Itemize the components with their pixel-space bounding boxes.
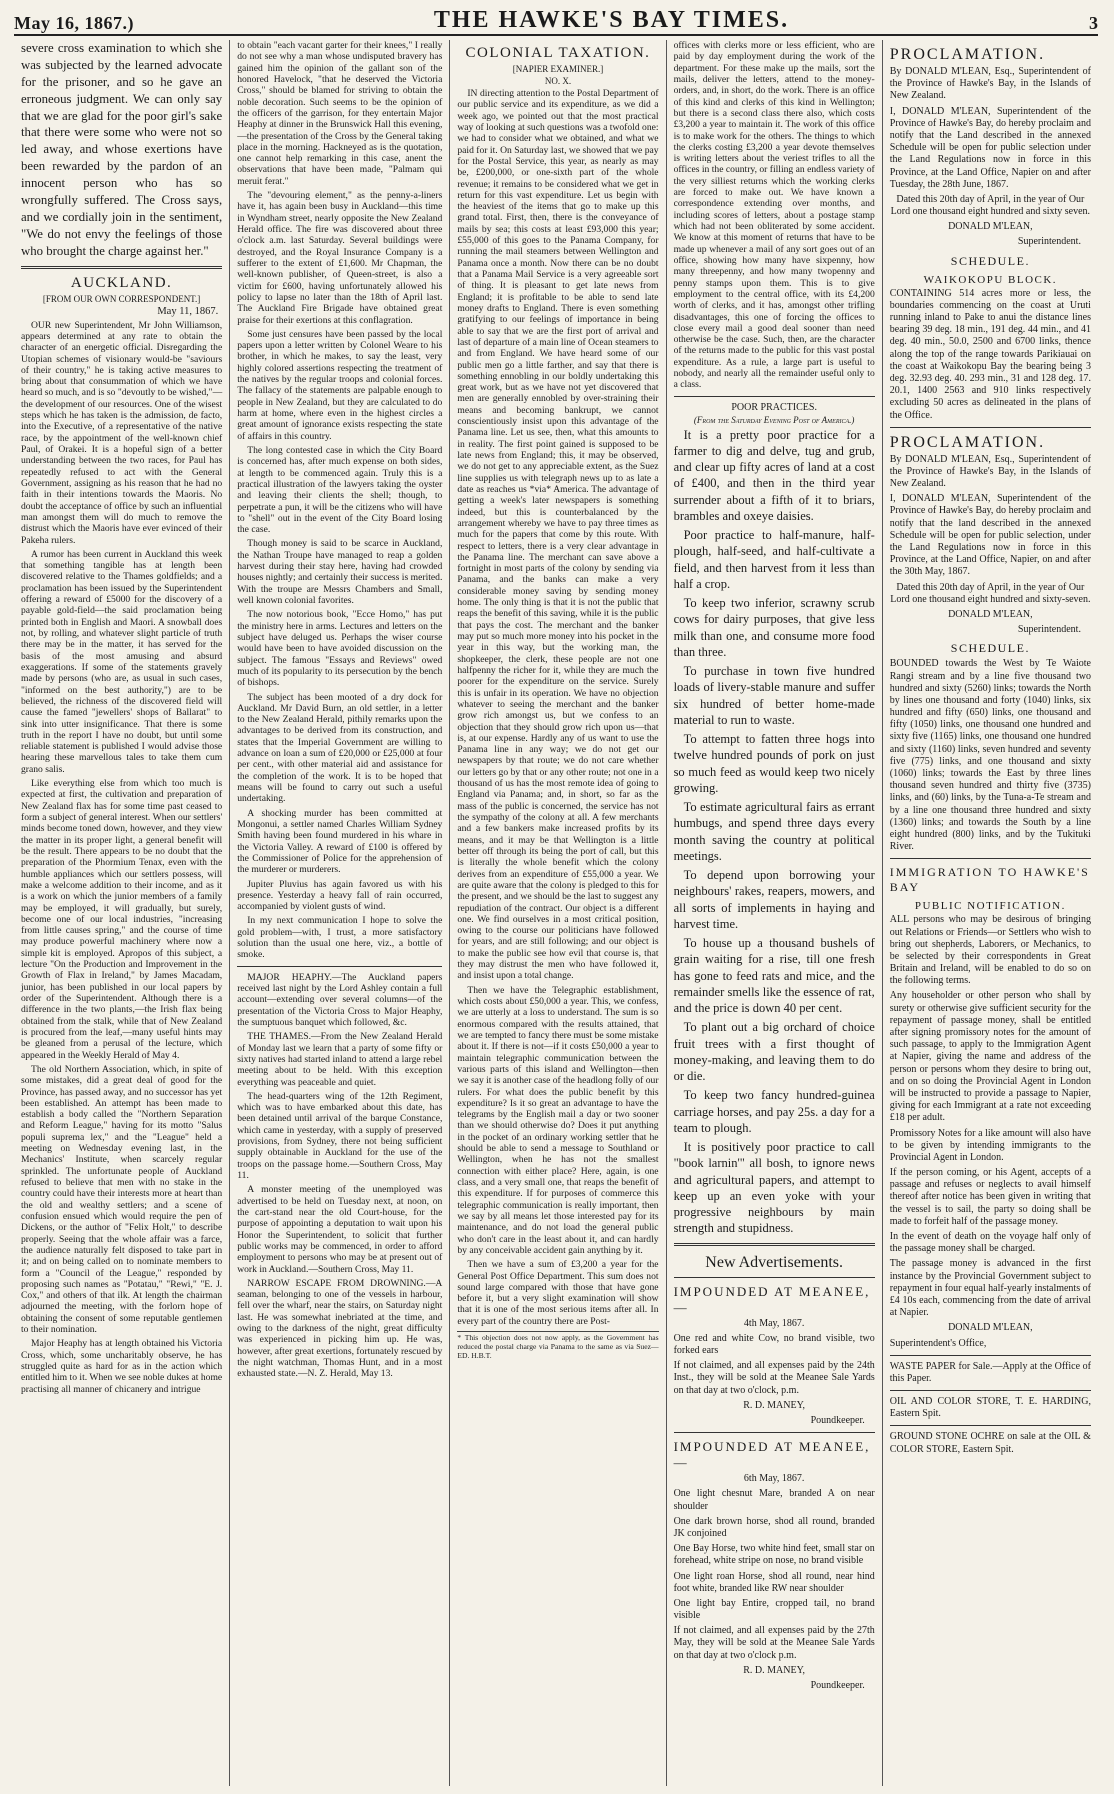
paragraph: Then we have a sum of £3,200 a year for the General Post Office Department. This sum does not sound large compared with those that have gone before it, but a very slight examination will show that it is one of the most serious items after all. In every part of the country there are Post-: [457, 1259, 659, 1327]
paragraph: Then we have the Telegraphic establishment, which costs about £50,000 a year. This, we confess, we are utterly at a loss to understand. The sum is so enormous compared with the results attained, that we are tempted to fancy there must be some mistake about it. If there is not—if it costs £50,000 a year to maintain telegraphic communication between the various parts of this island and Wellington—then we say it is another case of the headlong folly of our rulers. For what does the public benefit by this expenditure? Is it so great an advantage to have the telegrams by the English mail a day or two sooner than we should otherwise do? Does it put anything in the pocket of an ordinary working settler that he should be able to send a message to Southland or Wellington, when he has not the smallest connection with either place? Here, again, is one class, and a very small one, that reaps the benefit of this expenditure. If for purposes of commerce this telegraphic communication is really important, then we say by all means let those interested pay for its maintenance, and do not load the general public who don't care in the least about it, and can hardly by any conceivable accident gain anything by it.: [457, 984, 659, 1256]
divider: [890, 1355, 1091, 1356]
poundkeeper-role: Poundkeeper.: [810, 1415, 865, 1426]
issue-date: May 16, 1867.): [14, 13, 134, 33]
waste-paper-ad: WASTE PAPER for Sale.—Apply at the Office of this Paper.: [889, 1360, 1091, 1384]
impounded-date: 6th May, 1867.: [743, 1473, 805, 1485]
paragraph: to obtain "each vacant garter for their knees," I really do not see why a man whose undisputed bravery has gained him the opinion of the gallant son of the honored Havelock, "that he deserved the Victoria Cross," should be blamed for striving to obtain the noble decoration. Such seems to be the opinion of the officers of the garrison, for they entertain Major Heaphy at dinner in the Brunswick Hall this evening,—the presentation of the Cross by the General taking place in the morning. Hackneyed as is the quotation, one cannot help remarking in this case, anent the observations that have been made, "Palmam qui meruit ferat.": [237, 40, 443, 187]
proclamation-by: By DONALD M'LEAN, Esq., Superintendent of the Province of Hawke's Bay, in the Islands of New Zealand.: [889, 66, 1091, 102]
poundkeeper-role: Poundkeeper.: [810, 1680, 865, 1691]
impounded-heading: IMPOUNDED AT MEANEE,—: [673, 1283, 871, 1315]
proclamation-role: Superintendent.: [1017, 236, 1081, 248]
divider: [890, 427, 1091, 428]
impounded-item: One light roan Horse, shod all round, near hind foot white, branded like RW near shoulder: [673, 1570, 875, 1594]
impounded-terms: If not claimed, and all expenses paid by the 24th Inst., they will be sold at the Meanee Sale Yards on that day at two o'clock, p.m.: [673, 1360, 875, 1396]
impounded-item: One light chesnut Mare, branded A on near shoulder: [673, 1488, 875, 1512]
schedule-text: CONTAINING 514 acres more or less, the boundaries commencing on the coast at Uruti running inland to Pake to anui the distance lines bearing 39 deg. 18 min., 191 deg. 44 min., and 41 deg. 40 min., 50.0, 2500 and 6700 links, thence along the top of the range towards Parikiauai on the coast at Waikokopu Bay the bearing being 3 deg. 32.93 deg. 40. 293 min., 31 and 128 deg. 17. 20.1, 1400 2563 and 910 links respectively excluding 50 acres as delineated in the plans of the Office.: [889, 287, 1091, 421]
oil-color-store-ad: OIL AND COLOR STORE, T. E. HARDING, Eastern Spit.: [889, 1396, 1091, 1420]
paragraph: Major Heaphy has at length obtained his Victoria Cross, which, some uncharitably observe, he has struggled quite as hard for as in the action which entitled him to it. When we see noble dukes at home practising all manner of chicanery and intrigue: [21, 1338, 223, 1395]
footnote: * This objection does not now apply, as the Government has reduced the postal charge via Panama to the same as via Suez—ED. H.B.T.: [457, 1333, 659, 1360]
paragraph: IN directing attention to the Postal Department of our public service and its expenditure, as we did a week ago, we pointed out that the most practical way of looking at such questions was a twofold one: we had to consider what we obtained, and what we paid for it. On Saturday last, we showed that we pay for the Postal Service, this year, as nearly as may be, £200,000, or one-sixth part of the whole revenue; it remains to be considered what we get in return for this vast expenditure. Let us begin with the heaviest of the items that go to make up this grand total. First, then, there is the conveyance of mails by sea; this costs at least £93,000 this year; £55,000 of this goes to the Panama Company, for running the mail steamers between Wellington and Panama once a month. Now there can be no doubt that a Panama Mail Service is a very agreeable sort of thing. It is pleasant to get late news from England; it is profitable to be able to send late money drafts to England. There is even something gratifying to our feelings of importance in being able to say that we are the first port of arrival and last of departure of a main line of Ocean steamers to and from England. We have heard some of our public men go a little farther, and say that there is something ennobling in our boldly undertaking this great work, but as we have not yet discovered that men are generally ennobled by over-straining their means and becoming bankrupt, we cannot conscientiously insist upon this advantage of the Panama line. Let us see, then, what this amounts to in reality. The first point gained is supposed to be late news from England; this, it may be observed, we do not get to any appreciable extent, as the Suez line supplies us with telegraph news up to as late a date as reaches us *via* America. The advantage of getting a week's later newspapers is something indeed, but this is counterbalanced by the arrangement whereby we have to pay three times as much for the papers that come by this route. With respect to letters, there is a very clear advantage in the Panama line. The merchant can save above a fortnight in most parts of the colony by sending via Panama, and the banks can make a very considerable money saving by sending money home. The only thing is that it is not the public that reaps the benefit of this saving, while it is the public that pays the cost. The merchant and the banker may put so much more money into his pocket in the year in this way, but the working man, the shopkeeper, the clerk, these people are not one halfpenny the richer for it, while they are much the poorer for the expenditure on the service. Surely this is unfair in its operation. We have no objection whatever to seeing the merchant and the banker grow rich amongst us, but we confess to an objection that they should grow rich upon us—that is, at our expense. Hardly any of us want to use the Panama line in any way; we do not get our newspapers by that route; we do not care whether our letters go by that or any other route; not one in a thousand of us has the most remote idea of going to England via Panama; and, in short, so far as the mass of the public is concerned, the service has not the sympathy of the colony at all. A few merchants and a few bankers make increased profits by its means, and it may be that Wellington is a little better off through its being the port of call, but this is literally the whole benefit which the colony derives from an expenditure of £55,000 a year. We are quite aware that the colony is pledged to this for the present, and we should be the last to suggest any repudiation of the contract. Our object is a different one. We find ourselves in a most critical position, owing to the course our politicians have followed for years, and are still following; and our object is to make the public see how evil that course is, that they may distrust the men who have followed it, and insist upon a total change.: [457, 88, 659, 982]
immigration-office: Superintendent's Office,: [889, 1337, 987, 1349]
divider: [674, 1432, 875, 1433]
column-1: [14, 40, 230, 1786]
impounded-item: One Bay Horse, two white hind feet, small star on forehead, white stripe on nose, no brand visible: [673, 1543, 875, 1567]
divider: [237, 966, 442, 967]
poundkeeper-name: R. D. MANEY,: [743, 1399, 806, 1411]
new-advertisements-heading: New Advertisements.: [705, 1253, 844, 1271]
immigration-text: If the person coming, or his Agent, accepts of a passage and refuses or neglects to avail himself thereof after notice has been given in writing that the vessel is to sail, the party so doing shall be made to forfeit half of the passage money.: [889, 1167, 1091, 1227]
impounded-ad-2: [674, 1439, 875, 1692]
masthead: [14, 6, 1098, 36]
poor-practice-item: To purchase in town five hundred loads of livery-stable manure and suffer six hundred of better home-made material to run to waste.: [673, 664, 875, 727]
poor-practices-source: (From the Saturday Evening Post of America.): [693, 414, 855, 425]
poor-practice-item: To attempt to fatten three hogs into twelve hundred pounds of pork on just so much feed as would keep two nicely growing.: [673, 732, 875, 795]
paragraph: OUR new Superintendent, Mr John Williamson, appears determined at any rate to obtain the character of an energetic official. Disregarding the Utopian schemes of visionary would-be "saviours of their country," he is taking active measures to bring about that consummation of which we have heard so much, and is so "devoutly to be wished,"—the development of our resources. One of the wisest steps which he has taken is the admission, de facto, into the Executive, of a representative of the native race, by the appointment of the well-known chief Paul, of Orakei. It is a hopeful sign of a better understanding between the two races, for Paul has repeatedly refused to act with the General Government, assigning as his reason that he had no faith in their intentions towards the Maoris. No doubt the acceptance of office by such an influential man amongst them will do much to remove the distrust which the Maoris have ever evinced of their Pakeha rulers.: [21, 319, 223, 546]
immigration-text: In the event of death on the voyage half only of the passage money shall be charged.: [889, 1231, 1091, 1255]
poor-practice-item: It is positively poor practice to call "book larnin'" all bosh, to ignore news and agricultural papers, and attempt to keep up an even yoke with your progressive neighbours by main strength and stupidness.: [673, 1140, 875, 1236]
paragraph: Some just censures have been passed by the local papers upon a letter written by Colonel Weare to his brother, in which he makes, to say the least, very highly colored assertions respecting the treatment of the natives by the regular troops and colonial forces. The fallacy of the statements are palpable enough to people in New Zealand, but they are calculated to do harm at home, where even in the highest circles a great amount of ignorance exists respecting the state of affairs in this country.: [237, 328, 443, 442]
divider: [674, 396, 875, 397]
paragraph: The subject has been mooted of a dry dock for Auckland. Mr David Burn, an old settler, in a letter to the New Zealand Herald, pithily remarks upon the advantages to be derived from its construction, and states that the Imperial Government are willing to advance on loan a sum of £20,000 or £25,000 at four per cent., with other material aid and assistance for the completion of the work. It is to be hoped that means will be found to carry out such a useful undertaking.: [237, 691, 443, 805]
paragraph: Though money is said to be scarce in Auckland, the Nathan Troupe have managed to reap a golden harvest during their stay here, having had crowded houses nightly; and certainly their success is merited. With the troupe are Messrs Chambers and Small, well known colonial favorites.: [237, 538, 443, 606]
proclamation-signature: DONALD M'LEAN,: [948, 608, 1033, 620]
schedule-heading: SCHEDULE.: [950, 253, 1030, 268]
news-item: THE THAMES.—From the New Zealand Herald of Monday last we learn that a party of some fifty or sixty natives had started inland to attend a large rebel meeting about to be held. With this exception everything was peaceable and quiet.: [237, 1031, 443, 1088]
proclamation-text: I, DONALD M'LEAN, Superintendent of the Province of Hawke's Bay, do hereby proclaim and notify that the land described in the annexed Schedule will be open for public selection, under the Land Regulations now in force in this Province, at the Land Office, Napier, on and after the 30th May, 1867.: [889, 493, 1091, 578]
divider: [674, 1277, 875, 1278]
paragraph: The old Northern Association, which, in spite of some mistakes, did a great deal of good for the Province, has passed away, and no successor has yet been established. An attempt has been made to establish a body called the "Northern Separation and Reform League," having for its motto "Salus populi suprema lex," and the "League" held a meeting on Wednesday evening last, in the Mechanics' Institute, when scarcely regular sprinkled. The unfortunate people of Auckland refused to believe that men with no stake in the country could have their interests more at heart than the old and wealthy settlers; and a scene of confusion ensued which would require the pen of Dickens, or the author of "Felix Holt," to describe properly. Seeing that the whole affair was a farce, the audience naturally felt disposed to take part in it; and on being called on to nominate members to form a "Council of the League," responded by proposing such names as "Potatau," "Rewi," "E. J. Cox," and others of that ilk. At length the chairman adjourned the meeting, with the forlorn hope of obtaining the consent of some reputable gentlemen to their nomination.: [21, 1063, 223, 1336]
news-item: NARROW ESCAPE FROM DROWNING.—A seaman, belonging to one of the vessels in harbour, fell over the wharf, near the stairs, on Saturday night last. He was somewhat inebriated at the time, and owing to the darkness of the night, great difficulty was experienced in picking him up. He was, however, after great exertions, fortunately rescued by the night watchman, Thomas Hunt, and in a most exhausted state.—N. Z. Herald, May 13.: [237, 1277, 443, 1380]
immigration-text: Any householder or other person who shall by surety or otherwise give sufficient security for the repayment of passage money, shall be entitled after signing promissory notes for the amount of such passage, to apply to the Immigration Agent at Napier, giving the name and address of the person or persons whom they desire to bring out, and on so doing the Provincial Agent in London will be instructed to provide a passage to Napier, giving for each Immigrant at a rate not exceeding £18 per adult.: [889, 990, 1091, 1124]
column-4: [667, 40, 883, 1786]
proclamation-1-heading: PROCLAMATION.: [889, 46, 1046, 63]
immigration-heading: IMMIGRATION TO HAWKE'S BAY: [889, 865, 1090, 895]
page-number: 3: [1088, 13, 1098, 33]
stone-ochre-ad: GROUND STONE OCHRE on sale at the OIL & COLOR STORE, Eastern Spit.: [889, 1431, 1091, 1455]
auckland-subheading: [FROM OUR OWN CORRESPONDENT.]: [42, 293, 201, 304]
divider: [890, 858, 1091, 859]
impounded-item: One red and white Cow, no brand visible, two forked ears: [673, 1332, 875, 1357]
poor-practice-item: It is a pretty poor practice for a farmer to dig and delve, tug and grub, and clear up fifty acres of land at a cost of £400, and then in the third year surrender about a fifth of it to briars, brambles and oxeye daisies.: [673, 427, 875, 523]
impounded-terms: If not claimed, and all expenses paid by the 27th May, they will be sold at the Meanee Sale Yards on that day at two o'clock p.m.: [673, 1625, 875, 1661]
auckland-dateline: May 11, 1867.: [157, 305, 219, 317]
impounded-heading: IMPOUNDED AT MEANEE,—: [673, 1439, 871, 1471]
proclamation-text: I, DONALD M'LEAN, Superintendent of the Province of Hawke's Bay, do hereby proclaim and notify that the Land described in the annexed Schedule will be open for public selection under the Land Regulations now in force in this Province, at the Land Office, Napier on and after Tuesday, the 28th June, 1867.: [889, 105, 1091, 190]
paragraph: Like everything else from which too much is expected at first, the cultivation and preparation of New Zealand flax has for some time past ceased to form a subject of general interest. When our settlers' minds become toned down, however, and they view the matter in its proper light, a general benefit will be the result. There appears to be no doubt that the preparation of the Phormium Tenax, even with the humble appliances which our settlers possess, will make a welcome addition to their income, and as it is a work on which the junior members of a family may be employed, it will gradually, but surely, become one of our local industries, "increasing from little causes spring," and the course of time may produce powerful machinery where now a simple kit is employed. Apropos of this subject, a lecture "On the Production and Improvement in the Growth of Flax in Ireland," by James Macadam, junior, has been published in our local papers by order of the Superintendent. Although there is a difference in the two plants,—the Irish flax being obtained from the stalk, while that of New Zealand is procured from the leaf,—many useful hints may be gleaned from a perusal of the lecture, which appeared in the Weekly Herald of May 4.: [21, 778, 223, 1061]
colonial-taxation-heading: COLONIAL TAXATION.: [465, 45, 651, 61]
auckland-heading: AUCKLAND.: [70, 274, 173, 291]
paragraph: offices with clerks more or less efficient, who are paid by day employment during the work of the department. For these make up the mails, sort the mails, deliver the letters, attend to the money-orders, and, in short, do the work. There is an office of this kind and clerks of this kind in Wellington; but there is a second class there also, which costs £3,200 a year to maintain it. The work of this office is to make work for the others. The things to which the clerks costing £3,200 a year devote themselves is writing letters about the veriest trifles to all the offices in the country, or filling an endless variety of the very silliest returns which the working clerks are forced to make out. We have known a correspondence extending over months, and including scores of letters, about a postage stamp which had not been obliterated by some accident. We know at this moment of returns that have to be made up whenever a mail of any sort goes out of an office, showing how many have sixpenny, how many threepenny, and how many twopenny and penny stamps upon them. This is to give employment to the central office, with its £4,200 worth of clerks, and it has, amongst other trifling disadvantages, this one of forcing the offices to close every mail a good deal sooner than need otherwise be the case. Such, then, are the character of the returns made to the public for this vast postal expenditure. As a rule, a large part is useful to nobody, and nearly all the remainder useful only to a class.: [673, 40, 875, 391]
poor-practice-item: To plant out a big orchard of choice fruit trees with a first thought of money-making, and leaving them to do or die.: [673, 1020, 875, 1084]
proclamation-2-heading: PROCLAMATION.: [889, 433, 1046, 451]
poor-practice-item: To house up a thousand bushels of grain waiting for a rise, till one fresh has gone to feed rats and mice, and the remainder smells like the essence of rat, and the price is down 40 per cent.: [673, 936, 875, 1016]
divider: [890, 1425, 1091, 1426]
immigration-text: ALL persons who may be desirous of bringing out Relations or Friends—or Settlers who wish to bring out shepherds, Laborers, or Mechanics, to be selected by their correspondents in Great Britain and Ireland, will be enabled to do so on the following terms.: [889, 914, 1091, 987]
impounded-ad-1: [674, 1284, 875, 1428]
news-item: MAJOR HEAPHY.—The Auckland papers received last night by the Lord Ashley contain a full account—extending over several columns—of the presentation of the Victoria Cross to Major Heaphy, the sumptuous banquet which followed, &c.: [237, 971, 443, 1028]
paragraph: A shocking murder has been committed at Mongonui, a settler named Charles William Sydney Smith having been found murdered in his whare in the Victoria Valley. A reward of £100 is offered by the Commissioner of Police for the apprehension of the murderer or murderers.: [237, 807, 443, 876]
divider: [674, 1243, 875, 1246]
newspaper-title: THE HAWKE'S BAY TIMES.: [433, 7, 790, 33]
poor-practices-heading: POOR PRACTICES.: [731, 401, 817, 413]
columns: [14, 40, 1098, 1786]
proclamation-dated: Dated this 20th day of April, in the year of Our Lord one thousand eight hundred and sixty seven.: [890, 193, 1091, 218]
colonial-taxation-number: NO. X.: [544, 76, 572, 86]
impounded-item: One dark brown horse, shod all round, branded JK conjoined: [673, 1515, 875, 1539]
schedule-heading: SCHEDULE.: [950, 641, 1030, 656]
schedule-text: BOUNDED towards the West by Te Waiote Rangi stream and by a line five thousand two hundred and sixty (5260) links; towards the North by lines one thousand and forty (1040) links, six hundred and fifty (650) links, one thousand and fifty (1050) links, one thousand one hundred and sixty five (1165) links, one thousand one hundred and sixty (1160) links, seven hundred and seventy five (775) links, and one thousand and sixty (1060) links; towards the East by three lines thousand seven hundred and thirty five (3735) links, and (60) links, by the Tuna-a-Te stream and by a line one thousand three hundred and sixty (1360) links; and towards the South by a line eight hundred (800) links, and by the Tukituki River.: [889, 658, 1091, 853]
paragraph: The "devouring element," as the penny-a-liners have it, has again been busy in Auckland—this time in Wyndham street, nearly opposite the New Zealand Herald office. The fire was discovered about three o'clock a.m. last Saturday. Several buildings were destroyed, and the Royal Insurance Company is a sufferer to the extent of £1,600. Mr Chapman, the well-known publisher, of Queen-street, is also a victim for £600, having unfortunately allowed his policy to lapse no later than the 18th of April last. The Auckland Fire Brigade have obtained great praise for their exertions at this conflagration.: [237, 190, 443, 326]
immigration-text: Promissory Notes for a like amount will also have to be given by intending immigrants to the Provincial Agent in London.: [889, 1127, 1091, 1163]
poundkeeper-name: R. D. MANEY,: [743, 1664, 806, 1676]
impounded-date: 4th May, 1867.: [743, 1317, 805, 1329]
paragraph: In my next communication I hope to solve the gold problem—with, I trust, a more satisfactory solution than the usual one here, viz., a bottle of smoke.: [237, 915, 443, 961]
proclamation-dated: Dated this 20th day of April, in the year of Our Lord one thousand eight hundred and sixty-seven.: [890, 581, 1091, 605]
poor-practice-item: To keep two inferior, scrawny scrub cows for dairy purposes, that give less milk than one, and consume more food than three.: [673, 596, 875, 659]
paragraph: The now notorious book, "Ecce Homo," has put the ministry here in arms. Lectures and letters on the subject have deluged us. Perhaps the wiser course would have been to have avoided discussion on the subject. The famous "Essays and Reviews" owed much of its popularity to its persecution by the bench of bishops.: [237, 609, 443, 689]
paragraph: Jupiter Pluvius has again favored us with his presence. Yesterday a heavy fall of rain occurred, accompanied by violent gusts of wind.: [237, 878, 443, 913]
proclamation-signature: DONALD M'LEAN,: [948, 221, 1033, 233]
impounded-item: One light bay Entire, cropped tail, no brand visible: [673, 1597, 875, 1622]
news-item: The head-quarters wing of the 12th Regiment, which was to have embarked about this date, has been detained until arrival of the barque Constance, which came in yesterday, with a supply of preserved provisions, from Sydney, there not being sufficient supply obtainable in Auckland for the use of the troops on the passage home.—Southern Cross, May 11.: [237, 1090, 443, 1181]
public-notification-heading: PUBLIC NOTIFICATION.: [914, 900, 1066, 913]
divider: [890, 1390, 1091, 1391]
colonial-taxation-source: [NAPIER EXAMINER.]: [512, 64, 604, 74]
paragraph: The long contested case in which the City Board is concerned has, after much expense on both sides, at length to be commenced again. Truly this is a practical illustration of the lawyers taking the oyster and leaving their clients the shell; though, to perpetrate a pun, it will be the citizens who will have to "shell" out in the event of the City Board losing the case.: [237, 444, 443, 536]
poor-practice-item: Poor practice to half-manure, half-plough, half-seed, and half-cultivate a field, and then harvest from it less than half a crop.: [673, 528, 875, 591]
column-3: [450, 40, 666, 1786]
proclamation-by: By DONALD M'LEAN, Esq., Superintendent of the Province of Hawke's Bay, in the Islands of New Zealand.: [889, 453, 1091, 490]
column-5: [883, 40, 1098, 1786]
divider: [21, 266, 222, 269]
immigration-text: The passage money is advanced in the first instance by the Provincial Government subject to repayment in four equal half-yearly instalments of £4 10s each, commencing from the date of arrival at Napier.: [889, 1258, 1091, 1319]
column-2: [230, 40, 450, 1786]
news-item: A monster meeting of the unemployed was advertised to be held on Tuesday next, at noon, on the cart-stand near the old Court-house, for the purpose of appointing a deputation to wait upon his Honor the Superintendent, to solicit that further public works may be commenced, in order to afford employment to persons who may be at present out of work in Auckland.—Southern Cross, May 11.: [237, 1184, 443, 1275]
block-heading: WAIKOKOPU BLOCK.: [923, 273, 1058, 286]
poor-practice-item: To estimate agricultural fairs as errant humbugs, and spend three days every month saving the country at political meetings.: [673, 800, 875, 863]
poor-practice-item: To depend upon borrowing your neighbours' rakes, reapers, mowers, and all sorts of implements in haying and harvest time.: [673, 868, 875, 931]
article-continuation: severe cross examination to which she was subjected by the learned advocate for the prisoner, and so he gave an erroneous judgment. We can only say that we are glad for the poor girl's sake that there were some who were not so led away, and whose exertions have been rewarded by the pardon of an innocent person who has so wrongfully suffered. The Cross says, and we cordially join in the sentiment, "We do not envy the feelings of those who brought the charge against her.": [21, 41, 223, 258]
immigration-signature: DONALD M'LEAN,: [948, 1322, 1033, 1334]
paragraph: A rumor has been current in Auckland this week that something tangible has at length been discovered relative to the Thames goldfields; and a proclamation has been issued by the Superintendent offering a reward of £5000 for the discovery of a payable gold-field—the said proclamation being printed both in English and Maori. A snowball does not, by rolling, and whatever slight particle of truth there may be in the matter, it has served for the basis of the most amusing and absurd exaggerations. If some of the statements gravely made by persons (who are, as usual in such cases, "informed on the best authority,") are to be believed, the richness of the discovered field will cause the famed "jewellers' shops of Ballarat" to sink into utter insignificance. That there is some truth in the report I have no doubt, but until some reliable statement is published I would advise those hearing these marvellous tales to take them cum grano salis.: [21, 548, 223, 775]
poor-practice-item: To keep two fancy hundred-guinea carriage horses, and pay 25s. a day for a team to plough.: [673, 1088, 875, 1135]
proclamation-role: Superintendent.: [1017, 624, 1081, 636]
